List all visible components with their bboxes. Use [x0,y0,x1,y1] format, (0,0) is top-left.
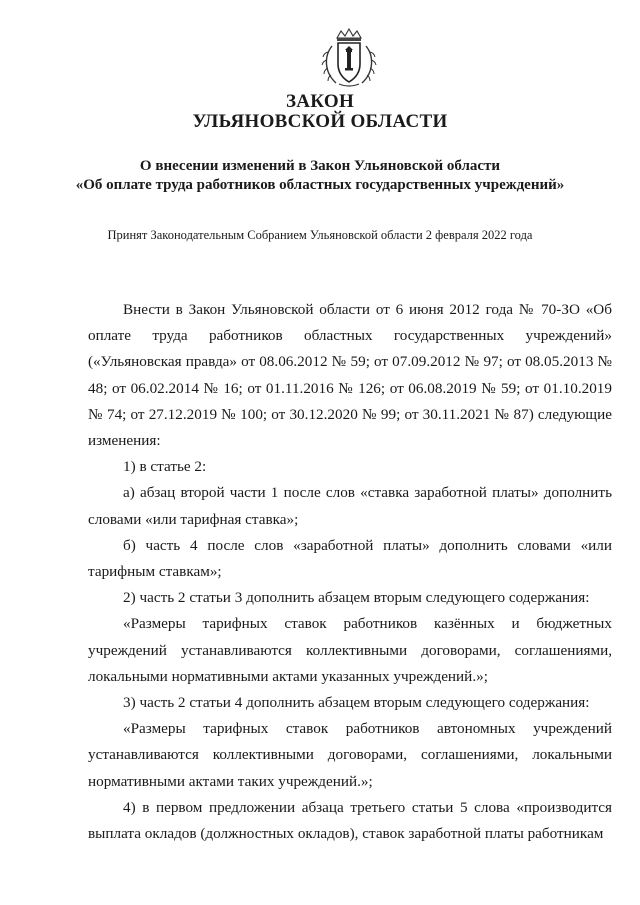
paragraph-item-1b: б) часть 4 после слов «заработной платы» дополнить словами «или тарифным ставкам»; [88,536,612,581]
paragraph-item-2: 2) часть 2 статьи 3 дополнить абзацем вторым следующего содержания: [123,589,590,607]
paragraph-item-1a: а) абзац второй части 1 после слов «ставка заработной платы» дополнить словами «или тарифная ставка»; [88,484,612,528]
law-subject-line-2: «Об оплате труда работников областных государственных учреждений» [75,177,565,193]
paragraph-item-2-quote: «Размеры тарифных ставок работников казённых и бюджетных учреждений устанавливаются коллективными договорами, соглашениями, локальными нормативными актами указанных учреждений.»; [88,615,612,685]
region-heading: УЛЬЯНОВСКОЙ ОБЛАСТИ [192,111,448,132]
adoption-note: Принят Законодательным Собранием Ульяновской области 2 февраля 2022 года [107,228,533,242]
law-body [88,297,612,847]
paragraph-item-4: 4) в первом предложении абзаца третьего статьи 5 слова «производится выплата окладов (должностных окладов), ставок заработной платы работникам [88,798,612,843]
paragraph-item-1: 1) в статье 2: [123,458,207,476]
law-subject-line-1: О внесении изменений в Закон Ульяновской области [139,158,501,174]
coat-of-arms-icon [318,28,380,90]
paragraph-item-3-quote: «Размеры тарифных ставок работников автономных учреждений устанавливаются коллективными договорами, соглашениями, локальными нормативными актами таких учреждений.»; [88,720,612,790]
law-heading: ЗАКОН [285,91,355,112]
paragraph-intro: Внести в Закон Ульяновской области от 6 июня 2012 года № 70-ЗО «Об оплате труда работников областных государственных учреждений» («Ульяновская правда» от 08.06.2012 № 59; от 07.09.2012 № 97; от 08.05.2013 № 48; от 06.02.2014 № 16; от 01.11.2016 № 126; от 06.08.2019 № 59; от 01.10.2019 № 74; от 27.12.2019 № 100; от 30.12.2020 № 99; от 30.11.2021 № 87) следующие изменения: [88,301,612,450]
paragraph-item-3: 3) часть 2 статьи 4 дополнить абзацем вторым следующего содержания: [123,694,590,712]
